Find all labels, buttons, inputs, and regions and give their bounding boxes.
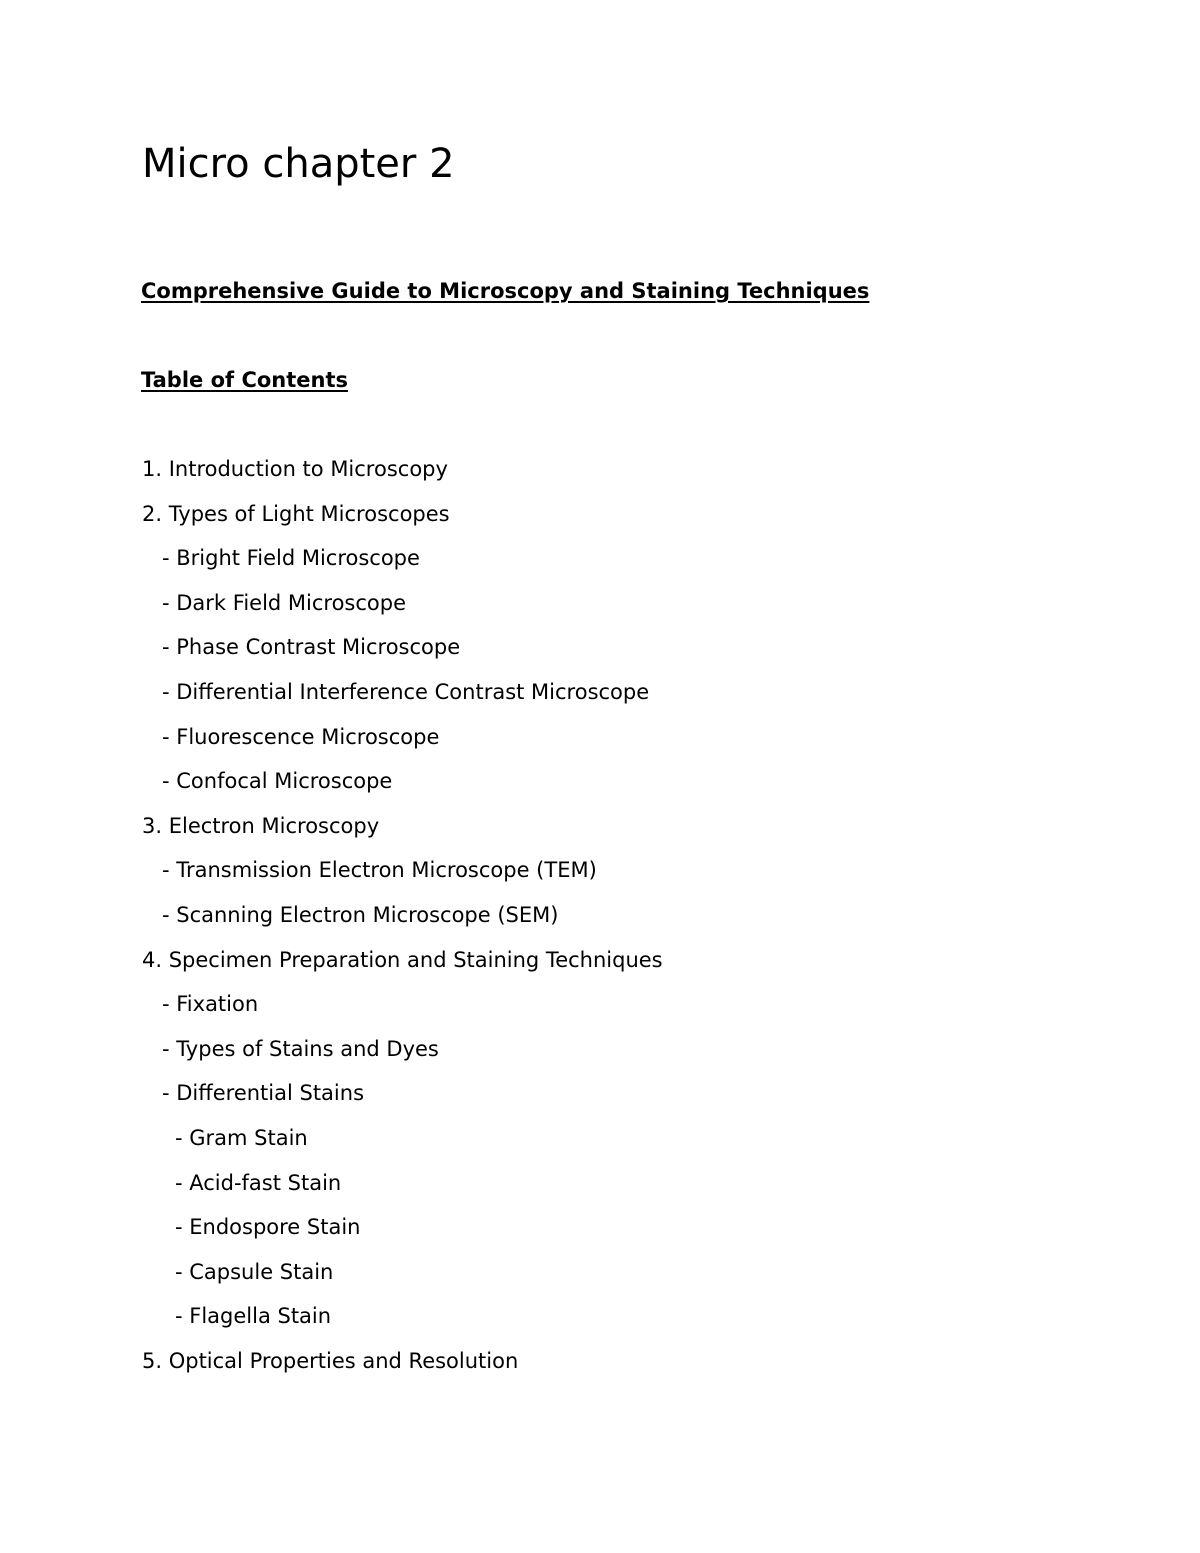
toc-item: - Endospore Stain [175,1215,361,1240]
toc-item: - Bright Field Microscope [162,546,420,571]
toc-item: 1. Introduction to Microscopy [142,457,448,481]
toc-item: - Confocal Microscope [162,769,393,794]
toc-item: - Capsule Stain [175,1259,334,1284]
table-of-contents [142,455,663,1391]
document-subtitle: Comprehensive Guide to Microscopy and Staining Techniques [141,279,870,303]
toc-heading: Table of Contents [141,368,349,392]
toc-item: - Acid-fast Stain [175,1170,342,1195]
toc-item: - Types of Stains and Dyes [162,1036,439,1061]
toc-item: - Flagella Stain [175,1304,332,1329]
toc-item: 2. Types of Light Microscopes [142,501,450,526]
toc-item: 3. Electron Microscopy [142,813,380,838]
toc-item: - Gram Stain [175,1125,308,1150]
toc-item: - Phase Contrast Microscope [162,635,461,660]
toc-item: - Transmission Electron Microscope (TEM) [162,858,597,883]
toc-item: - Differential Stains [162,1081,365,1106]
document-title: Micro chapter 2 [142,141,455,187]
toc-item: - Scanning Electron Microscope (SEM) [162,902,559,927]
toc-item: 5. Optical Properties and Resolution [142,1348,519,1373]
toc-item: - Differential Interference Contrast Microscope [162,679,650,704]
toc-item: - Dark Field Microscope [162,590,407,615]
toc-item: - Fluorescence Microscope [162,724,440,749]
toc-item: 4. Specimen Preparation and Staining Techniques [142,947,663,972]
toc-item: - Fixation [162,992,259,1017]
